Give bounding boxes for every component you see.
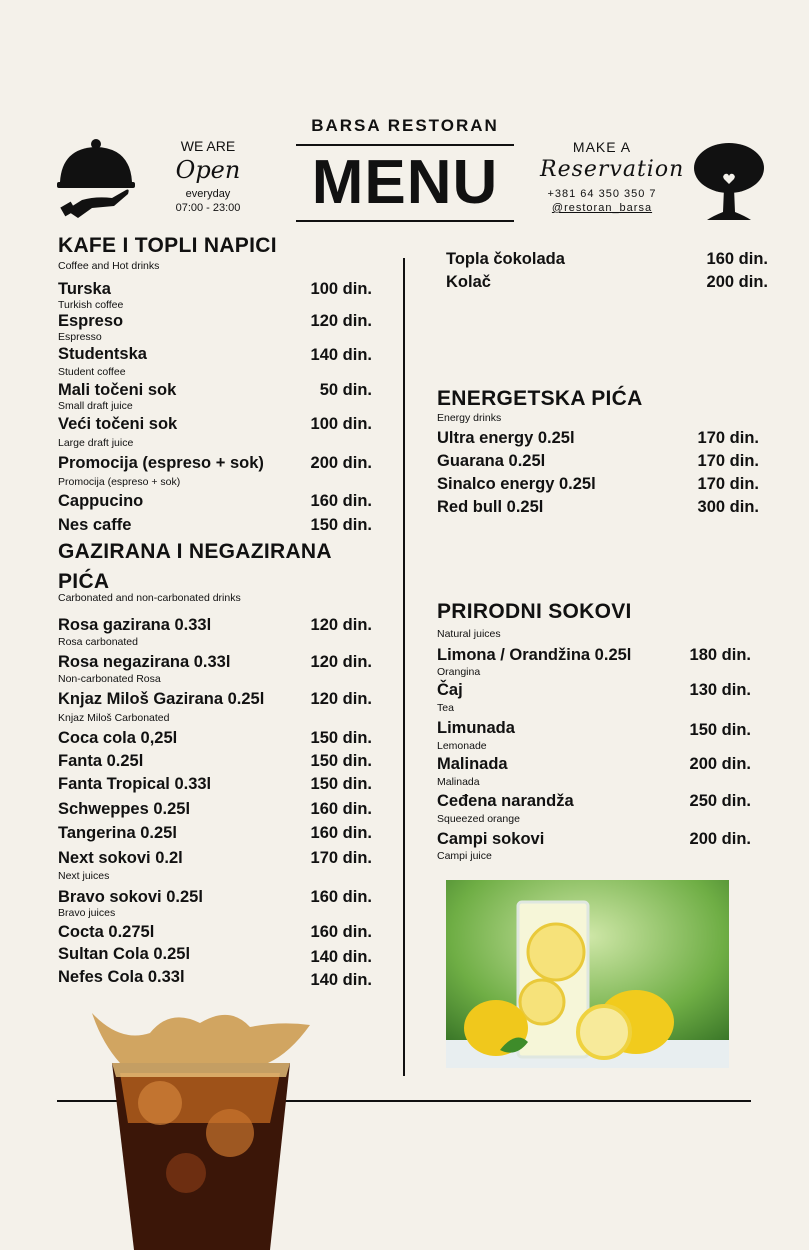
reservation-script: Reservation [540,157,685,182]
hours-label: 07:00 - 23:00 [175,202,241,214]
menu-item-price: 140 din. [310,948,372,966]
menu-item-price: 150 din. [310,516,372,534]
menu-item-sub: Campi juice [437,850,492,862]
menu-item-sub: Bravo juices [58,907,116,919]
menu-item-name: Sinalco energy 0.25l [437,475,596,493]
menu-item-price: 160 din. [310,888,372,906]
section-title-kafe: KAFE I TOPLI NAPICI [58,234,277,257]
instagram-link[interactable]: @restoran_barsa [551,202,653,214]
section-title-prirodni: PRIRODNI SOKOVI [437,600,632,623]
menu-item-name: Limunada [437,719,515,737]
title-rule-top [296,144,514,146]
section-title-gazirana-line1: GAZIRANA I NEGAZIRANA [58,540,332,563]
menu-item-sub: Squeezed orange [437,813,520,825]
menu-item-name: Fanta 0.25l [58,752,144,770]
brand-name: BARSA RESTORAN [311,116,499,135]
menu-item-price: 200 din. [706,273,768,291]
menu-item-name: Bravo sokovi 0.25l [58,888,203,906]
menu-item-price: 120 din. [310,312,372,330]
menu-item-name: Coca cola 0,25l [58,729,178,747]
section-subtitle-prirodni: Natural juices [437,628,501,640]
phone-number[interactable]: +381 64 350 350 7 [547,188,657,200]
menu-item-name: Nefes Cola 0.33l [58,968,185,986]
menu-item-price: 150 din. [310,775,372,793]
menu-item-price: 160 din. [310,923,372,941]
menu-item-name: Mali točeni sok [58,381,177,399]
menu-item-name: Turska [58,280,111,298]
menu-item-price: 200 din. [689,755,751,773]
reservation-block [540,139,685,214]
everyday-label: everyday [185,188,231,200]
cola-glass-photo [90,1003,312,1250]
menu-item-name: Promocija (espreso + sok) [58,454,264,472]
menu-item-name: Schweppes 0.25l [58,800,191,818]
menu-item-price: 170 din. [697,452,759,470]
menu-item-price: 170 din. [310,849,372,867]
menu-item-name: Red bull 0.25l [437,498,544,516]
menu-item-price: 160 din. [310,800,372,818]
menu-item-price: 130 din. [689,681,751,699]
menu-item-price: 180 din. [689,646,751,664]
menu-item-name: Malinada [437,755,508,773]
menu-item-name: Veći točeni sok [58,415,178,433]
menu-item-price: 170 din. [697,429,759,447]
menu-item-name: Next sokovi 0.2l [58,849,183,867]
cloche-serving-icon [56,138,138,222]
menu-item-sub: Turkish coffee [58,299,124,311]
menu-item-name: Cеđena narandža [437,792,574,810]
menu-item-price: 120 din. [310,690,372,708]
menu-item-price: 100 din. [310,280,372,298]
menu-item-sub: Rosa carbonated [58,636,138,648]
lemonade-photo [446,880,729,1068]
menu-item-price: 140 din. [310,346,372,364]
menu-item-sub: Espresso [58,331,102,343]
menu-item-price: 200 din. [310,454,372,472]
menu-item-price: 160 din. [310,492,372,510]
menu-item-sub: Next juices [58,870,110,882]
menu-item-price: 140 din. [310,971,372,989]
menu-item-name: Rosa gazirana 0.33l [58,616,212,634]
menu-item-name: Topla čokolada [446,250,565,268]
menu-item-price: 160 din. [310,824,372,842]
menu-item-sub: Student coffee [58,366,126,378]
make-a-label: MAKE A [572,139,632,155]
section-subtitle-gazirana: Carbonated and non-carbonated drinks [58,592,241,604]
title-rule-bottom [296,220,514,222]
menu-item-price: 300 din. [697,498,759,516]
menu-item-price: 150 din. [689,721,751,739]
menu-item-price: 100 din. [310,415,372,433]
menu-item-sub: Promocija (espreso + sok) [58,476,181,488]
column-divider [403,258,405,1076]
menu-item-price: 150 din. [310,729,372,747]
menu-item-name: Sultan Cola 0.25l [58,945,191,963]
menu-item-sub: Small draft juice [58,400,133,412]
menu-item-sub: Orangina [437,666,481,678]
menu-item-name: Kolač [446,273,491,291]
section-subtitle-kafe: Coffee and Hot drinks [58,260,160,272]
open-script: Open [175,156,241,184]
menu-item-name: Ultra energy 0.25l [437,429,575,447]
menu-item-name: Tangerina 0.25l [58,824,177,842]
menu-item-name: Cocta 0.275l [58,923,155,941]
menu-item-price: 160 din. [706,250,768,268]
menu-item-name: Guarana 0.25l [437,452,546,470]
menu-item-sub: Lemonade [437,740,487,752]
menu-item-name: Campi sokovi [437,830,545,848]
menu-item-name: Knjaz Miloš Gazirana 0.25l [58,690,265,708]
page-title: MENU [311,148,499,217]
menu-item-price: 120 din. [310,653,372,671]
opening-hours-block [160,138,256,214]
menu-item-name: Cappucino [58,492,144,510]
menu-item-name: Čaj [437,681,463,699]
menu-item-price: 170 din. [697,475,759,493]
menu-item-price: 250 din. [689,792,751,810]
menu-item-price: 150 din. [310,752,372,770]
menu-item-sub: Malinada [437,776,480,788]
section-title-energetska: ENERGETSKA PIĆA [437,387,643,410]
menu-item-name: Espreso [58,312,124,330]
we-are-label: WE ARE [180,138,236,154]
menu-item-sub: Non-carbonated Rosa [58,673,161,685]
menu-item-price: 50 din. [319,381,372,399]
section-subtitle-energetska: Energy drinks [437,412,502,424]
menu-item-name: Rosa negazirana 0.33l [58,653,231,671]
menu-item-sub: Knjaz Miloš Carbonated [58,712,170,724]
menu-item-price: 200 din. [689,830,751,848]
menu-item-name: Nes caffe [58,516,132,534]
menu-item-price: 120 din. [310,616,372,634]
tree-heart-icon [693,142,765,224]
menu-item-sub: Large draft juice [58,437,134,449]
section-title-gazirana-line2: PIĆA [58,570,110,593]
menu-item-name: Limona / Orandžina 0.25l [437,646,632,664]
menu-item-name: Studentska [58,345,147,363]
menu-item-name: Fanta Tropical 0.33l [58,775,212,793]
menu-item-sub: Tea [437,702,454,714]
